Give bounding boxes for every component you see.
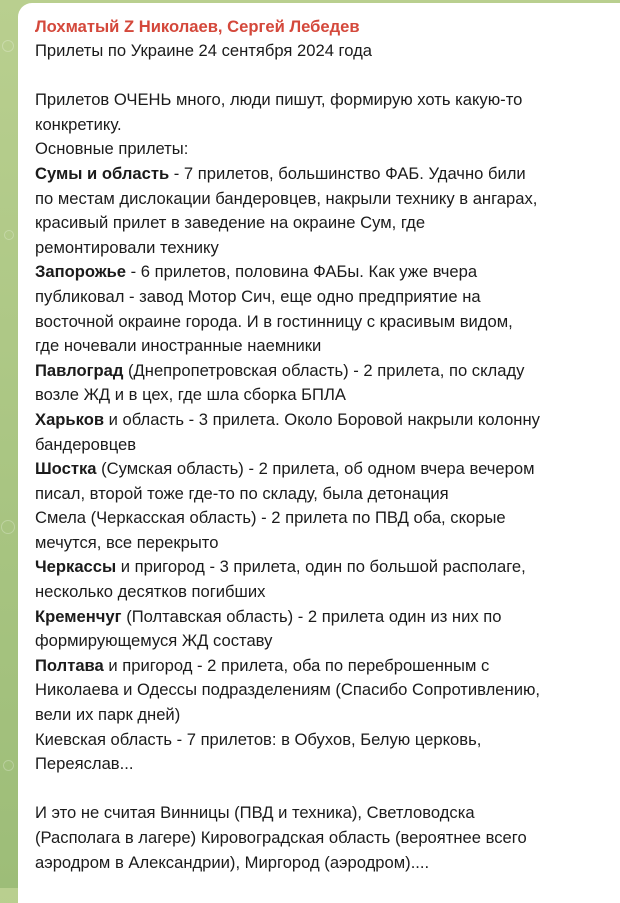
entry-line: возле ЖД и в цех, где шла сборка БПЛА [35, 385, 346, 405]
entry-location: Запорожье [35, 262, 127, 282]
entry-pavlograd [35, 359, 612, 408]
entry-text: - 7 прилетов, большинство ФАБ. Удачно били [169, 163, 526, 183]
message-intro [35, 88, 612, 162]
outro-line: аэродром в Александрии), Миргород (аэродром).... [35, 852, 430, 872]
entry-line: писал, второй тоже где-то по складу, была детонация [35, 483, 449, 503]
outro-line: И это не считая Винницы (ПВД и техника), Светловодска [35, 803, 475, 823]
entry-shostka [35, 457, 612, 506]
entry-line: красивый прилет в заведение на окраине Сум, где [35, 213, 426, 233]
message-bubble[interactable] [18, 3, 620, 903]
entry-text: (Полтавская область) - 2 прилета один из них по [121, 606, 502, 626]
entry-line: ремонтировали технику [35, 237, 219, 257]
entry-line: формирующемуся ЖД составу [35, 631, 273, 651]
entry-kiev-region [35, 728, 612, 777]
entry-first-line [35, 605, 612, 630]
entry-sumy [35, 162, 612, 260]
entry-line: несколько десятков погибших [35, 582, 266, 602]
entry-location: Черкассы [35, 557, 117, 577]
background-pattern [4, 230, 14, 240]
entry-line: Николаева и Одессы подразделениям (Спасибо Сопротивлению, [35, 680, 541, 700]
entry-location: Кременчуг [35, 606, 122, 626]
entry-first-line [35, 654, 612, 679]
entry-location: Павлоград [35, 360, 124, 380]
entry-first-line [35, 260, 612, 285]
entry-text: и область - 3 прилета. Около Боровой накрыли колонну [104, 409, 540, 429]
message-title: Прилеты по Украине 24 сентября 2024 года [35, 41, 373, 60]
entry-line: бандеровцев [35, 434, 137, 454]
entry-first-line [35, 162, 612, 187]
paragraph-gap [35, 777, 612, 802]
background-pattern [2, 40, 14, 52]
background-pattern [3, 760, 14, 771]
entry-first-line: Смела (Черкасская область) - 2 прилета по ПВД оба, скорые [35, 508, 506, 528]
entry-kharkov [35, 408, 612, 457]
entry-first-line: Киевская область - 7 прилетов: в Обухов, Белую церковь, [35, 729, 482, 749]
entry-line: публиковал - завод Мотор Сич, еще одно предприятие на [35, 286, 481, 306]
entry-line: Переяслав... [35, 754, 134, 774]
entry-location: Шостка [35, 459, 97, 479]
entry-zaporozhye [35, 260, 612, 358]
entry-line: где ночевали иностранные наемники [35, 336, 322, 356]
entry-kremenchug [35, 605, 612, 654]
entry-text: и пригород - 2 прилета, оба по переброшенным с [103, 655, 490, 675]
paragraph-gap [35, 64, 612, 89]
outro-line: (Располага в лагере) Кировоградская область (вероятнее всего [35, 828, 527, 847]
entry-text: и пригород - 3 прилета, один по большой располаге, [116, 557, 526, 577]
entry-text: (Сумская область) - 2 прилета, об одном вчера вечером [96, 459, 535, 479]
intro-line: Прилетов ОЧЕНЬ много, люди пишут, формирую хоть какую-то [35, 90, 523, 110]
entry-cherkassy [35, 555, 612, 604]
entry-text: (Днепропетровская область) - 2 прилета, по складу [123, 360, 525, 380]
message-author[interactable]: Лохматый Z Николаев, Сергей Лебедев [35, 17, 360, 36]
entry-first-line [35, 408, 612, 433]
entry-line: по местам дислокации бандеровцев, накрыли технику в ангарах, [35, 188, 538, 208]
background-pattern [1, 520, 15, 534]
entry-location: Сумы и область [35, 163, 170, 183]
entry-location: Харьков [35, 409, 105, 429]
intro-line: Основные прилеты: [35, 139, 189, 159]
entry-line: вели их парк дней) [35, 705, 181, 725]
entry-list [35, 162, 612, 777]
entry-smela [35, 506, 612, 555]
entry-text: - 6 прилетов, половина ФАБы. Как уже вчера [126, 262, 478, 282]
entry-line: восточной окраине города. И в гостинницу с красивым видом, [35, 311, 513, 331]
intro-line: конкретику. [35, 114, 122, 134]
entry-poltava [35, 654, 612, 728]
message-outro [35, 801, 612, 875]
entry-first-line [35, 555, 612, 580]
entry-first-line [35, 457, 612, 482]
entry-location: Полтава [35, 655, 104, 675]
entry-line: мечутся, все перекрыто [35, 532, 219, 552]
entry-first-line [35, 359, 612, 384]
